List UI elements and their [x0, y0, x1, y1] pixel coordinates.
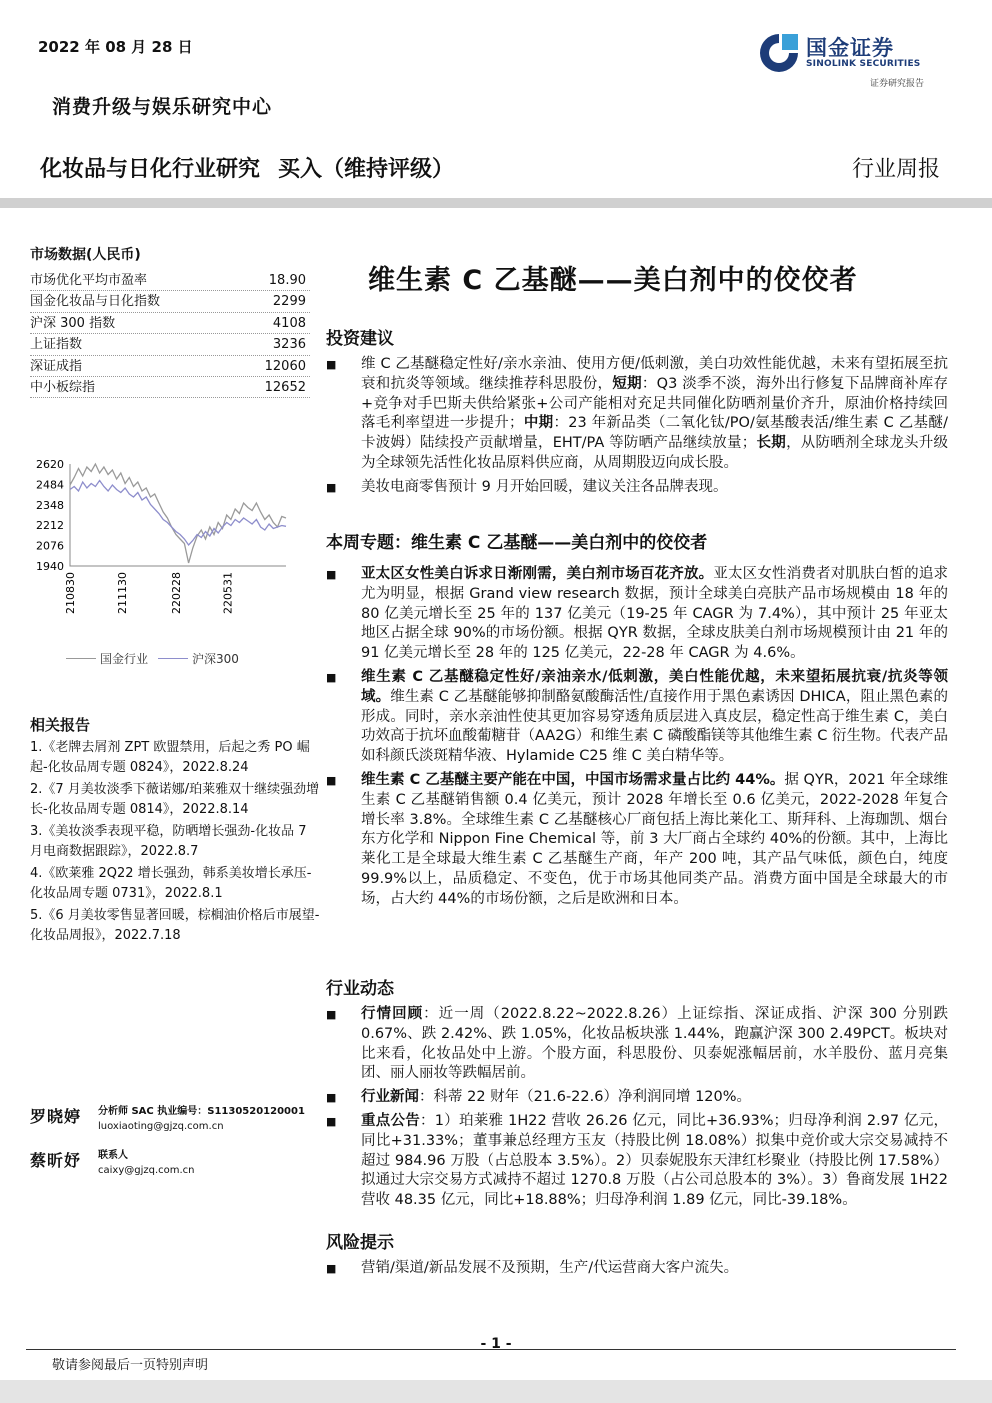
bullet-list	[326, 1005, 948, 1211]
market-label: 沪深 300 指数	[30, 315, 116, 331]
related-report-item[interactable]: 2.《7 月美妆淡季下薇诺娜/珀莱雅双十继续强劲增长-化妆品周专题 0814》，2022.8.14	[30, 782, 320, 817]
market-value: 4108	[272, 315, 306, 331]
logo-name-cn: 国金证券	[806, 36, 894, 60]
market-row	[30, 313, 310, 334]
logo-subtitle: 证券研究报告	[870, 79, 925, 89]
related-report-item[interactable]: 5.《6 月美妆零售显著回暖，棕榈油价格后市展望-化妆品周报》，2022.7.18	[30, 908, 320, 943]
analyst-row	[30, 1104, 320, 1134]
analyst-info	[98, 1148, 195, 1178]
x-tick-label: 220531	[221, 572, 235, 614]
analyst-name: 蔡昕妤	[30, 1151, 82, 1170]
analyst-block	[30, 1104, 320, 1192]
square-bullet-icon: ■	[326, 773, 337, 787]
section-title: 行业动态	[326, 979, 394, 999]
market-label: 市场优化平均市盈率	[30, 273, 148, 288]
legend-label: 国金行业	[100, 652, 149, 666]
square-bullet-icon: ■	[326, 1114, 337, 1128]
section-risk	[326, 1228, 948, 1283]
index-chart	[30, 454, 310, 667]
series-line	[70, 464, 286, 563]
y-tick-label: 2212	[36, 519, 64, 533]
market-row	[30, 270, 310, 291]
related-report-item[interactable]: 4.《欧莱雅 2Q22 增长强劲，韩系美妆增长承压-化妆品周专题 0731》，2022.8.1	[30, 866, 312, 901]
market-data-title: 市场数据(人民币)	[30, 247, 141, 263]
market-row	[30, 291, 310, 312]
market-value: 18.90	[268, 273, 306, 288]
market-label: 国金化妆品与日化指数	[30, 294, 161, 310]
market-row	[30, 334, 310, 355]
square-bullet-icon: ■	[326, 1091, 337, 1105]
bullet-text: 维 C 乙基醚稳定性好/亲水亲油、使用方便/低刺激，美白功效性能优越，未来有望拓展至抗衰和抗炎等领域。继续推荐科思股份，短期：Q3 淡季不淡，海外出行修复下品牌商补库存+竞争对手巴斯夫供给紧张+公司产能相对充足共同催化防晒剂量价齐升，原油价格持续回落毛利率望进一步提升；中期：23 年新品类（二氧化钛/PO/氨基酸表活/维生素 C 乙基醚/卡波姆）陆续投产贡献增量，EHT/PA 等防晒产品继续放量；长期，从防晒剂全球龙头升级为全球领先活性化妆品原料供应商，从周期股迈向成长股。	[361, 356, 949, 471]
x-tick-label: 210830	[64, 572, 77, 614]
footer-divider	[26, 1349, 956, 1350]
bullet-item	[326, 1112, 948, 1211]
sidebar	[30, 244, 320, 943]
section-investment	[326, 324, 948, 502]
square-bullet-icon: ■	[326, 1008, 337, 1021]
bullet-item	[326, 355, 948, 474]
bullet-list	[326, 355, 948, 498]
market-label: 深证成指	[30, 358, 83, 374]
index-chart-svg	[30, 454, 310, 644]
x-tick-label: 220228	[169, 572, 183, 614]
analyst-email[interactable]: caixy@gjzq.com.cn	[98, 1165, 195, 1176]
industry-name: 化妆品与日化行业研究	[40, 157, 261, 182]
footer-band	[0, 1380, 992, 1403]
rating: 买入（维持评级）	[278, 157, 455, 182]
company-logo	[756, 28, 956, 94]
section-title: 投资建议	[326, 329, 394, 349]
y-tick-label: 2620	[36, 458, 64, 471]
bullet-text: 行情回顾：近一周（2022.8.22~2022.8.26）上证综指、深证成指、沪深 300 分别跌 0.67%、跌 2.42%、跌 1.05%，化妆品板块涨 1.44%，跑赢沪深 300 2.49PCT。板块对比来看，化妆品处中上游。个股方面，科思股份、贝泰妮涨幅居前，水羊股份、蓝月亮集团、丽人丽妆等跌幅居前。	[361, 1006, 949, 1082]
legend-item	[66, 650, 148, 667]
bullet-text: 亚太区女性美白诉求日渐刚需，美白剂市场百花齐放。亚太区女性消费者对肌肤白皙的追求尤为明显，根据 Grand view research 数据，预计全球美白亮肤产品市场规模由 18 年的 80 亿美元增长至 25 年的 137 亿美元（19-25 年 CAGR 为 7.4%），其中预计 25 年亚太地区占据全球 90%的市场份额。根据 QYR 数据，全球皮肤美白剂市场规模预计由 21 年的 91 亿美元增长至 28 年的 125 亿美元，22-28 年 CAGR 为 4.6%。	[361, 566, 949, 662]
market-value: 12060	[264, 358, 306, 374]
bullet-text: 重点公告：1）珀莱雅 1H22 营收 26.26 亿元，同比+36.93%；归母净利润 2.97 亿元，同比+31.33%；董事兼总经理方玉友（持股比例 18.08%）拟集中竞价或大宗交易减持不超过 984.96 万股（占总股本 3.5%）。2）贝泰妮股东天津红杉聚业（持股比例 17.58%）拟通过大宗交易方式减持不超过 1270.8 万股（占公司总股本的 3%）。3）鲁商发展 1H22 营收 48.35 亿元，同比+18.88%；归母净利润 1.89 亿元，同比-39.18%。	[361, 1112, 948, 1209]
related-reports	[30, 714, 320, 945]
section-topic	[326, 528, 948, 914]
market-value: 2299	[272, 294, 306, 310]
analyst-role: 联系人	[98, 1150, 128, 1161]
section-title: 风险提示	[326, 1233, 394, 1253]
square-bullet-icon: ■	[326, 670, 337, 684]
legend-item	[158, 650, 239, 667]
square-bullet-icon: ■	[326, 568, 337, 581]
y-tick-label: 2076	[36, 539, 64, 553]
y-tick-label: 2348	[36, 498, 64, 512]
analyst-name: 罗晓婷	[30, 1107, 82, 1126]
legend-label: 沪深300	[192, 652, 239, 666]
square-bullet-icon: ■	[326, 1262, 337, 1275]
research-center-name: 消费升级与娱乐研究中心	[52, 96, 273, 118]
report-type: 行业周报	[851, 157, 940, 182]
legend-line-icon	[66, 658, 96, 659]
analyst-email[interactable]: luoxiaoting@gjzq.com.cn	[98, 1121, 224, 1132]
bullet-item	[326, 771, 948, 910]
related-report-item[interactable]: 3.《美妆淡季表现平稳，防晒增长强劲-化妆品 7 月电商数据跟踪》，2022.8.7	[30, 824, 307, 859]
section-title: 本周专题：维生素 C 乙基醚——美白剂中的佼佼者	[326, 533, 708, 553]
bullet-item	[326, 565, 948, 664]
x-tick-label: 211130	[115, 572, 129, 614]
chart-axis	[70, 464, 286, 566]
bullet-list	[326, 1259, 948, 1279]
y-tick-label: 2484	[36, 478, 64, 492]
logo-mark-icon	[756, 30, 802, 76]
related-report-item[interactable]: 1.《老牌去屑剂 ZPT 欧盟禁用，后起之秀 PO 崛起-化妆品周专题 0824》，2022.8.24	[30, 740, 310, 775]
y-tick-label: 1940	[36, 560, 64, 573]
logo-name-en: SINOLINK SECURITIES	[806, 59, 921, 69]
market-label: 中小板综指	[30, 379, 96, 395]
bullet-item	[326, 1005, 948, 1084]
market-value: 12652	[264, 379, 306, 395]
page-number: - 1 -	[480, 1336, 512, 1352]
section-industry-news	[326, 974, 948, 1215]
bullet-item	[326, 668, 948, 767]
market-data-table	[30, 270, 310, 398]
footer-disclaimer[interactable]: 敬请参阅最后一页特别声明	[52, 1358, 209, 1373]
market-label: 上证指数	[30, 337, 83, 353]
market-row	[30, 377, 310, 398]
bullet-item	[326, 478, 948, 498]
header-title	[40, 152, 472, 183]
analyst-row	[30, 1148, 320, 1178]
bullet-text: 营销/渠道/新品发展不及预期，生产/代运营商大客户流失。	[361, 1260, 739, 1276]
square-bullet-icon: ■	[326, 480, 337, 494]
report-title: 维生素 C 乙基醚——美白剂中的佼佼者	[368, 265, 858, 296]
market-row	[30, 356, 310, 377]
report-date: 2022 年 08 月 28 日	[38, 38, 193, 56]
analyst-info	[98, 1104, 305, 1134]
bullet-text: 行业新闻：科蒂 22 财年（21.6-22.6）净利润同增 120%。	[361, 1089, 752, 1106]
bullet-text: 维生素 C 乙基醚主要产能在中国，中国市场需求量占比约 44%。据 QYR，2021 年全球维生素 C 乙基醚销售额 0.4 亿美元，预计 2028 年增长至 0.6 亿美元，2022-2028 年复合增长率 3.8%。全球维生素 C 乙基醚核心厂商包括上海比莱化工、斯拜科、上海珈凯、烟台东方化学和 Nippon Fine Chemical 等，前 3 大厂商占全球约 40%的份额。其中，上海比莱化工是全球最大维生素 C 乙基醚生产商，年产 200 吨，其产品气味低，颜色白，纯度 99.9%以上，品质稳定、不变色，优于市场其他同类产品。消费方面中国是全球最大的市场，占大约 44%的市场份额，之后是欧洲和日本。	[361, 771, 948, 907]
square-bullet-icon: ■	[326, 358, 337, 371]
bullet-text: 维生素 C 乙基醚稳定性好/亲油亲水/低刺激，美白性能优越，未来望拓展抗衰/抗炎等领域。维生素 C 乙基醚能够抑制酪氨酸酶活性/直接作用于黑色素诱因 DHICA，阻止黑色素的形成。同时，亲水亲油性使其更加容易穿透角质层进入真皮层，稳定性高于维生素 C，美白功效高于抗坏血酸葡糖苷（AA2G）和维生素 C 磷酸酯镁等其他维生素 C 衍生物。代表产品如科颜氏淡斑精华液、Hylamide C25 维 C 美白精华等。	[361, 668, 948, 765]
related-reports-title: 相关报告	[30, 716, 91, 734]
header-divider-band	[0, 198, 992, 208]
legend-line-icon	[158, 658, 188, 659]
analyst-sac: 分析师 SAC 执业编号：S1130520120001	[98, 1106, 305, 1117]
bullet-list	[326, 565, 948, 910]
market-value: 3236	[272, 337, 306, 353]
bullet-item	[326, 1088, 948, 1108]
bullet-text: 美妆电商零售预计 9 月开始回暖，建议关注各品牌表现。	[361, 478, 728, 495]
chart-legend	[30, 650, 310, 667]
bullet-item	[326, 1259, 948, 1279]
series-line	[70, 481, 286, 546]
